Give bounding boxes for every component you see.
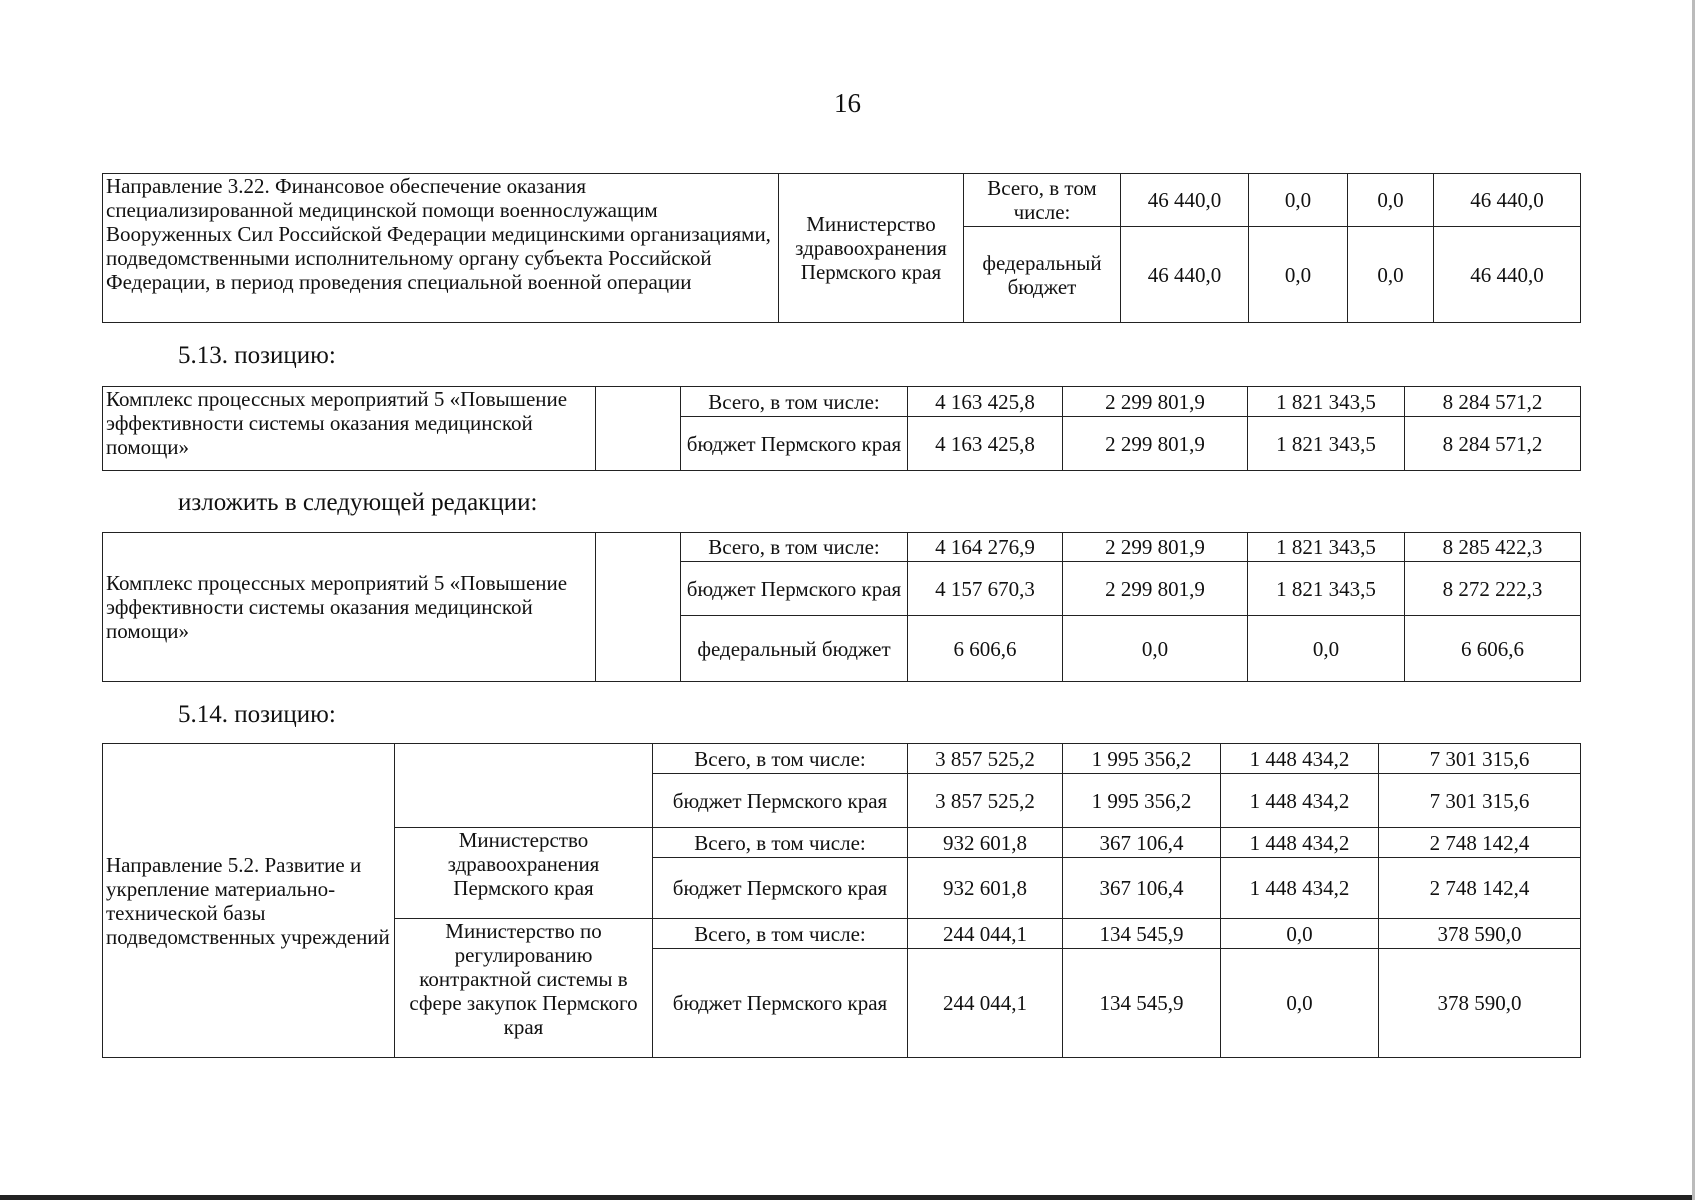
value-cell: 1 448 434,2	[1221, 858, 1379, 919]
funding-source: федеральный бюджет	[964, 227, 1121, 323]
page-number: 16	[834, 88, 861, 118]
value-cell: 2 299 801,9	[1063, 387, 1248, 417]
executor-cell: Министерство по регулированию контрактной системы в сфере закупок Пермского края	[395, 919, 653, 1058]
value-cell: 4 164 276,9	[908, 533, 1063, 562]
funding-source: бюджет Пермского края	[681, 417, 908, 471]
value-cell: 2 299 801,9	[1063, 562, 1248, 616]
scan-bottom-edge	[0, 1195, 1695, 1200]
funding-source: бюджет Пермского края	[653, 949, 908, 1058]
section-heading-new-edition: изложить в следующей редакции:	[178, 489, 538, 516]
value-cell: 46 440,0	[1121, 174, 1249, 227]
executor-cell	[596, 533, 681, 682]
complex-name: Комплекс процессных мероприятий 5 «Повышение эффективности системы оказания медицинской помощи»	[103, 533, 596, 682]
value-cell: 4 163 425,8	[908, 387, 1063, 417]
value-cell: 0,0	[1348, 227, 1434, 323]
total-cell: 8 284 571,2	[1405, 387, 1581, 417]
total-cell: 7 301 315,6	[1379, 774, 1581, 828]
executor-cell	[395, 744, 653, 828]
value-cell: 46 440,0	[1121, 227, 1249, 323]
value-cell: 1 821 343,5	[1248, 533, 1405, 562]
total-cell: 378 590,0	[1379, 919, 1581, 949]
table-5-13-new	[102, 532, 1581, 682]
section-heading-5-13: 5.13. позицию:	[178, 342, 336, 369]
value-cell: 0,0	[1348, 174, 1434, 227]
total-cell: 7 301 315,6	[1379, 744, 1581, 774]
value-cell: 367 106,4	[1063, 858, 1221, 919]
funding-source: федеральный бюджет	[681, 616, 908, 682]
value-cell: 0,0	[1063, 616, 1248, 682]
funding-source: бюджет Пермского края	[653, 858, 908, 919]
value-cell: 6 606,6	[908, 616, 1063, 682]
value-cell: 244 044,1	[908, 919, 1063, 949]
value-cell: 1 448 434,2	[1221, 828, 1379, 858]
funding-source: Всего, в том числе:	[653, 919, 908, 949]
total-cell: 46 440,0	[1434, 174, 1581, 227]
section-heading-5-14: 5.14. позицию:	[178, 701, 336, 728]
value-cell: 932 601,8	[908, 858, 1063, 919]
value-cell: 1 995 356,2	[1063, 774, 1221, 828]
value-cell: 4 163 425,8	[908, 417, 1063, 471]
value-cell: 3 857 525,2	[908, 774, 1063, 828]
funding-source: Всего, в том числе:	[681, 533, 908, 562]
value-cell: 0,0	[1248, 616, 1405, 682]
value-cell: 932 601,8	[908, 828, 1063, 858]
value-cell: 134 545,9	[1063, 949, 1221, 1058]
funding-source: Всего, в том числе:	[653, 828, 908, 858]
value-cell: 1 448 434,2	[1221, 774, 1379, 828]
value-cell: 1 821 343,5	[1248, 387, 1405, 417]
total-cell: 378 590,0	[1379, 949, 1581, 1058]
value-cell: 244 044,1	[908, 949, 1063, 1058]
value-cell: 2 299 801,9	[1063, 417, 1248, 471]
total-cell: 6 606,6	[1405, 616, 1581, 682]
funding-source: бюджет Пермского края	[653, 774, 908, 828]
value-cell: 134 545,9	[1063, 919, 1221, 949]
table-5-13-old	[102, 386, 1581, 471]
total-cell: 46 440,0	[1434, 227, 1581, 323]
funding-source: Всего, в том числе:	[964, 174, 1121, 227]
direction-3-22-name: Направление 3.22. Финансовое обеспечение оказания специализированной медицинской помощи военнослужащим Вооруженных Сил Российской Федерации медицинскими организациями, подведомственными исполнительному органу субъекта Российской Федерации, в период проведения специальной военной операции	[103, 174, 779, 323]
table-direction-3-22	[102, 173, 1581, 323]
executor-cell: Министерство здравоохранения Пермского края	[395, 828, 653, 919]
direction-5-2-name: Направление 5.2. Развитие и укрепление материально-технической базы подведомственных учреждений	[103, 744, 395, 1058]
total-cell: 2 748 142,4	[1379, 828, 1581, 858]
value-cell: 3 857 525,2	[908, 744, 1063, 774]
value-cell: 1 821 343,5	[1248, 417, 1405, 471]
value-cell: 0,0	[1249, 174, 1348, 227]
table-5-14	[102, 743, 1581, 1058]
total-cell: 8 272 222,3	[1405, 562, 1581, 616]
funding-source: Всего, в том числе:	[653, 744, 908, 774]
value-cell: 0,0	[1221, 949, 1379, 1058]
value-cell: 2 299 801,9	[1063, 533, 1248, 562]
complex-name: Комплекс процессных мероприятий 5 «Повышение эффективности системы оказания медицинской помощи»	[103, 387, 596, 471]
value-cell: 0,0	[1249, 227, 1348, 323]
value-cell: 1 448 434,2	[1221, 744, 1379, 774]
total-cell: 8 285 422,3	[1405, 533, 1581, 562]
value-cell: 1 821 343,5	[1248, 562, 1405, 616]
total-cell: 8 284 571,2	[1405, 417, 1581, 471]
executor-cell	[596, 387, 681, 471]
value-cell: 0,0	[1221, 919, 1379, 949]
direction-3-22-executor: Министерство здравоохранения Пермского края	[779, 174, 964, 323]
funding-source: Всего, в том числе:	[681, 387, 908, 417]
value-cell: 1 995 356,2	[1063, 744, 1221, 774]
value-cell: 4 157 670,3	[908, 562, 1063, 616]
funding-source: бюджет Пермского края	[681, 562, 908, 616]
total-cell: 2 748 142,4	[1379, 858, 1581, 919]
value-cell: 367 106,4	[1063, 828, 1221, 858]
